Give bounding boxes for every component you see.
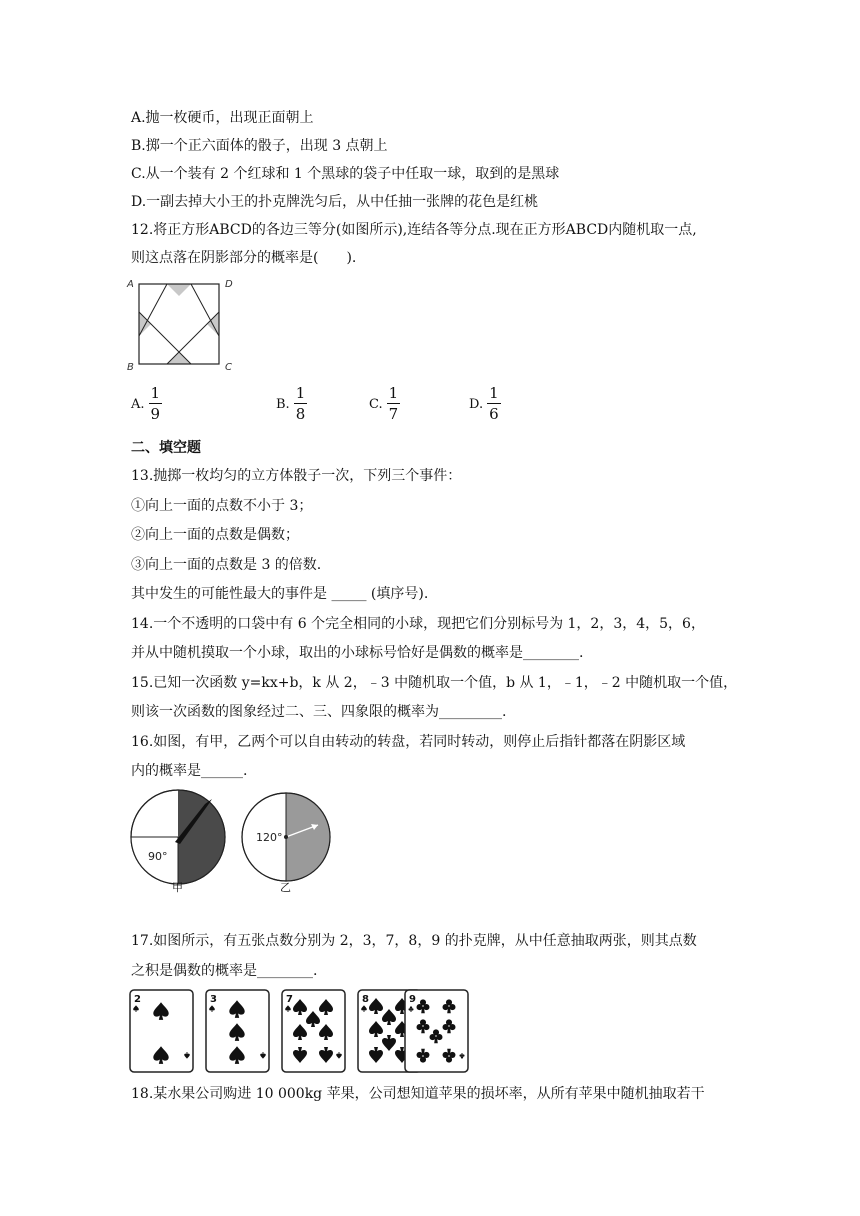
q12-option-a xyxy=(131,384,162,424)
section-title: 二、填空题 xyxy=(131,440,201,456)
card-rank: 7 xyxy=(286,994,293,1005)
q17-line1: 17.如图所示，有五张点数分别为 2，3，7，8，9 的扑克牌，从中任意抽取两张，则其点数 xyxy=(131,933,697,949)
q11-option-a: A.抛一枚硬币，出现正面朝上 xyxy=(131,110,314,126)
shaded-triangle-top xyxy=(167,284,191,296)
numerator: 1 xyxy=(295,384,306,402)
q14-line2: 并从中随机摸取一个小球，取出的小球标号恰好是偶数的概率是________. xyxy=(131,645,584,661)
card-9 xyxy=(405,990,468,1072)
q13-item-1: ①向上一面的点数不小于 3； xyxy=(131,498,313,514)
numerator: 1 xyxy=(489,384,499,402)
q16-line1: 16.如图，有甲，乙两个可以自由转动的转盘，若同时转动，则停止后指针都落在阴影区域 xyxy=(131,734,686,750)
q18-line1: 18.某水果公司购进 10 000kg 苹果，公司想知道苹果的损坏率，从所有苹果中随机抽取若干 xyxy=(131,1086,705,1102)
q11-option-b: B.掷一个正六面体的骰子，出现 3 点朝上 xyxy=(131,138,388,154)
q12-option-b xyxy=(276,384,307,424)
q11-option-d: D.一副去掉大小王的扑克牌洗匀后，从中任抽一张牌的花色是红桃 xyxy=(131,194,539,210)
q13-item-2: ②向上一面的点数是偶数； xyxy=(131,527,299,543)
numerator: 1 xyxy=(150,384,161,402)
label-c: C xyxy=(225,362,232,373)
q17-line2: 之积是偶数的概率是________. xyxy=(131,963,318,979)
spinner-figure xyxy=(128,787,332,893)
label-a: A xyxy=(127,279,134,290)
label-yi: 乙 xyxy=(280,881,291,893)
q13-item-3: ③向上一面的点数是 3 的倍数. xyxy=(131,557,322,573)
fraction xyxy=(487,384,501,424)
option-letter: B. xyxy=(276,396,290,412)
denominator: 8 xyxy=(295,405,306,423)
angle-label: 120° xyxy=(256,831,283,844)
spinner-yi xyxy=(242,793,330,881)
label-d: D xyxy=(225,279,233,290)
denominator: 7 xyxy=(388,405,399,423)
option-letter: D. xyxy=(469,396,484,412)
angle-label: 90° xyxy=(148,850,168,863)
numerator: 1 xyxy=(388,384,399,402)
q12-stem-line2: 则这点落在阴影部分的概率是( ). xyxy=(131,250,357,266)
q12-stem-line1: 12.将正方形ABCD的各边三等分(如图所示),连结各等分点.现在正方形ABCD内随机取一点, xyxy=(131,222,697,238)
q15-line1: 15.已知一次函数 y=kx+b，k 从 2，﹣3 中随机取一个值，b 从 1，﹣1，﹣2 中随机取一个值， xyxy=(131,675,738,691)
q13-stem: 13.抛掷一枚均匀的立方体骰子一次，下列三个事件： xyxy=(131,468,462,484)
q16-line2: 内的概率是______. xyxy=(131,763,248,779)
label-b: B xyxy=(127,362,134,373)
card-7 xyxy=(282,990,345,1072)
q14-line1: 14.一个不透明的口袋中有 6 个完全相同的小球，现把它们分别标号为 1，2，3，4，5，6， xyxy=(131,616,705,632)
option-letter: C. xyxy=(369,396,383,412)
card-2 xyxy=(130,990,193,1072)
spinner-jia xyxy=(131,790,225,884)
denominator: 9 xyxy=(150,405,161,423)
fraction xyxy=(387,384,401,424)
q11-option-c: C.从一个装有 2 个红球和 1 个黑球的袋子中任取一球，取到的是黑球 xyxy=(131,166,560,182)
option-letter: A. xyxy=(131,396,145,412)
card-rank: 8 xyxy=(362,994,369,1005)
shaded-triangle-bottom xyxy=(167,352,191,364)
cards-figure xyxy=(128,988,473,1074)
fraction xyxy=(294,384,308,424)
square-figure xyxy=(124,276,240,376)
q12-option-d xyxy=(469,384,501,424)
card-rank: 3 xyxy=(210,994,217,1005)
q15-line2: 则该一次函数的图象经过二、三、四象限的概率为_________. xyxy=(131,704,507,720)
card-rank: 9 xyxy=(409,994,416,1005)
card-3 xyxy=(206,990,269,1072)
denominator: 6 xyxy=(489,405,499,423)
q12-option-c xyxy=(369,384,400,424)
label-jia: 甲 xyxy=(172,881,183,893)
fraction xyxy=(149,384,163,424)
card-rank: 2 xyxy=(134,994,141,1005)
q13-ask: 其中发生的可能性最大的事件是 _____ (填序号). xyxy=(131,586,429,602)
